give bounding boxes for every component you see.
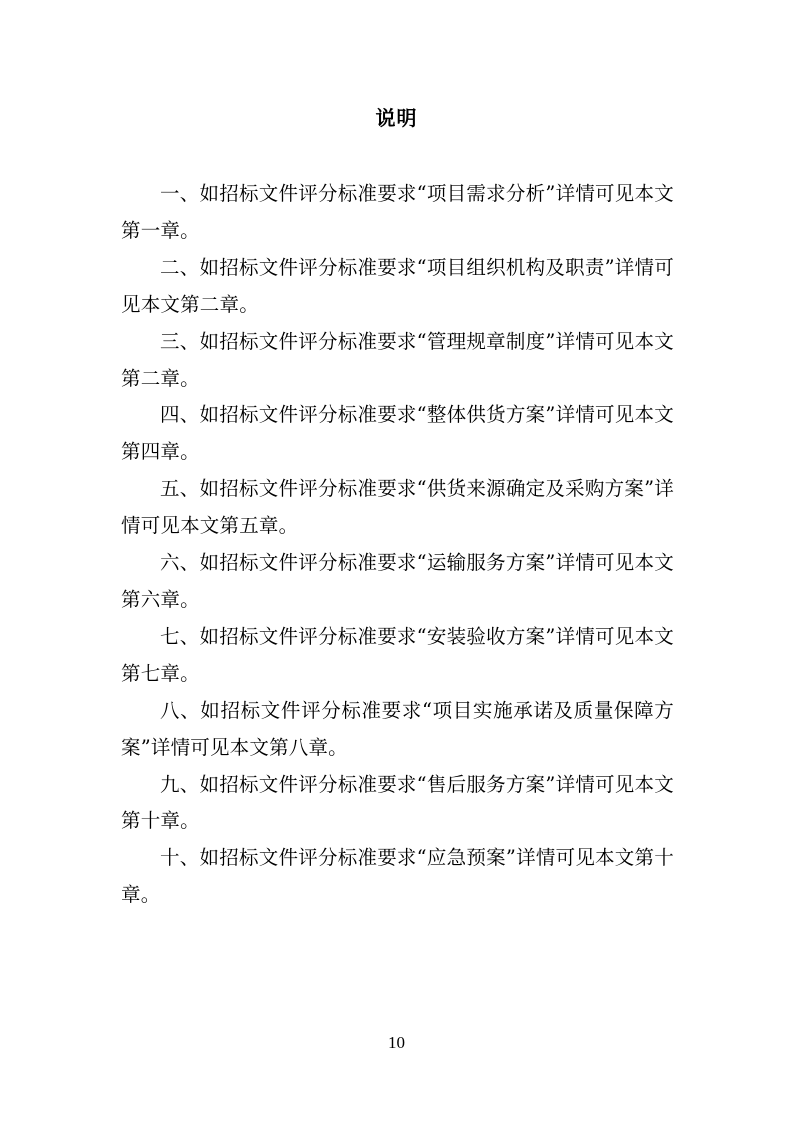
paragraph-5: 五、如招标文件评分标准要求“供货来源确定及采购方案”详情可见本文第五章。: [121, 477, 674, 538]
document-body: [121, 176, 674, 914]
paragraph-9: 九、如招标文件评分标准要求“售后服务方案”详情可见本文第十章。: [121, 772, 674, 833]
paragraph-3: 三、如招标文件评分标准要求“管理规章制度”详情可见本文第二章。: [121, 329, 674, 390]
paragraph-2: 二、如招标文件评分标准要求“项目组织机构及职责”详情可见本文第二章。: [121, 255, 674, 316]
paragraph-10: 十、如招标文件评分标准要求“应急预案”详情可见本文第十章。: [121, 846, 674, 907]
page-number: 10: [388, 1033, 405, 1052]
paragraph-6: 六、如招标文件评分标准要求“运输服务方案”详情可见本文第六章。: [121, 551, 674, 611]
paragraph-4: 四、如招标文件评分标准要求“整体供货方案”详情可见本文第四章。: [121, 403, 674, 464]
page-title: 说明: [375, 106, 418, 130]
paragraph-7: 七、如招标文件评分标准要求“安装验收方案”详情可见本文第七章。: [121, 624, 674, 685]
paragraph-8: 八、如招标文件评分标准要求“项目实施承诺及质量保障方案”详情可见本文第八章。: [121, 698, 674, 759]
paragraph-1: 一、如招标文件评分标准要求“项目需求分析”详情可见本文第一章。: [121, 182, 674, 242]
